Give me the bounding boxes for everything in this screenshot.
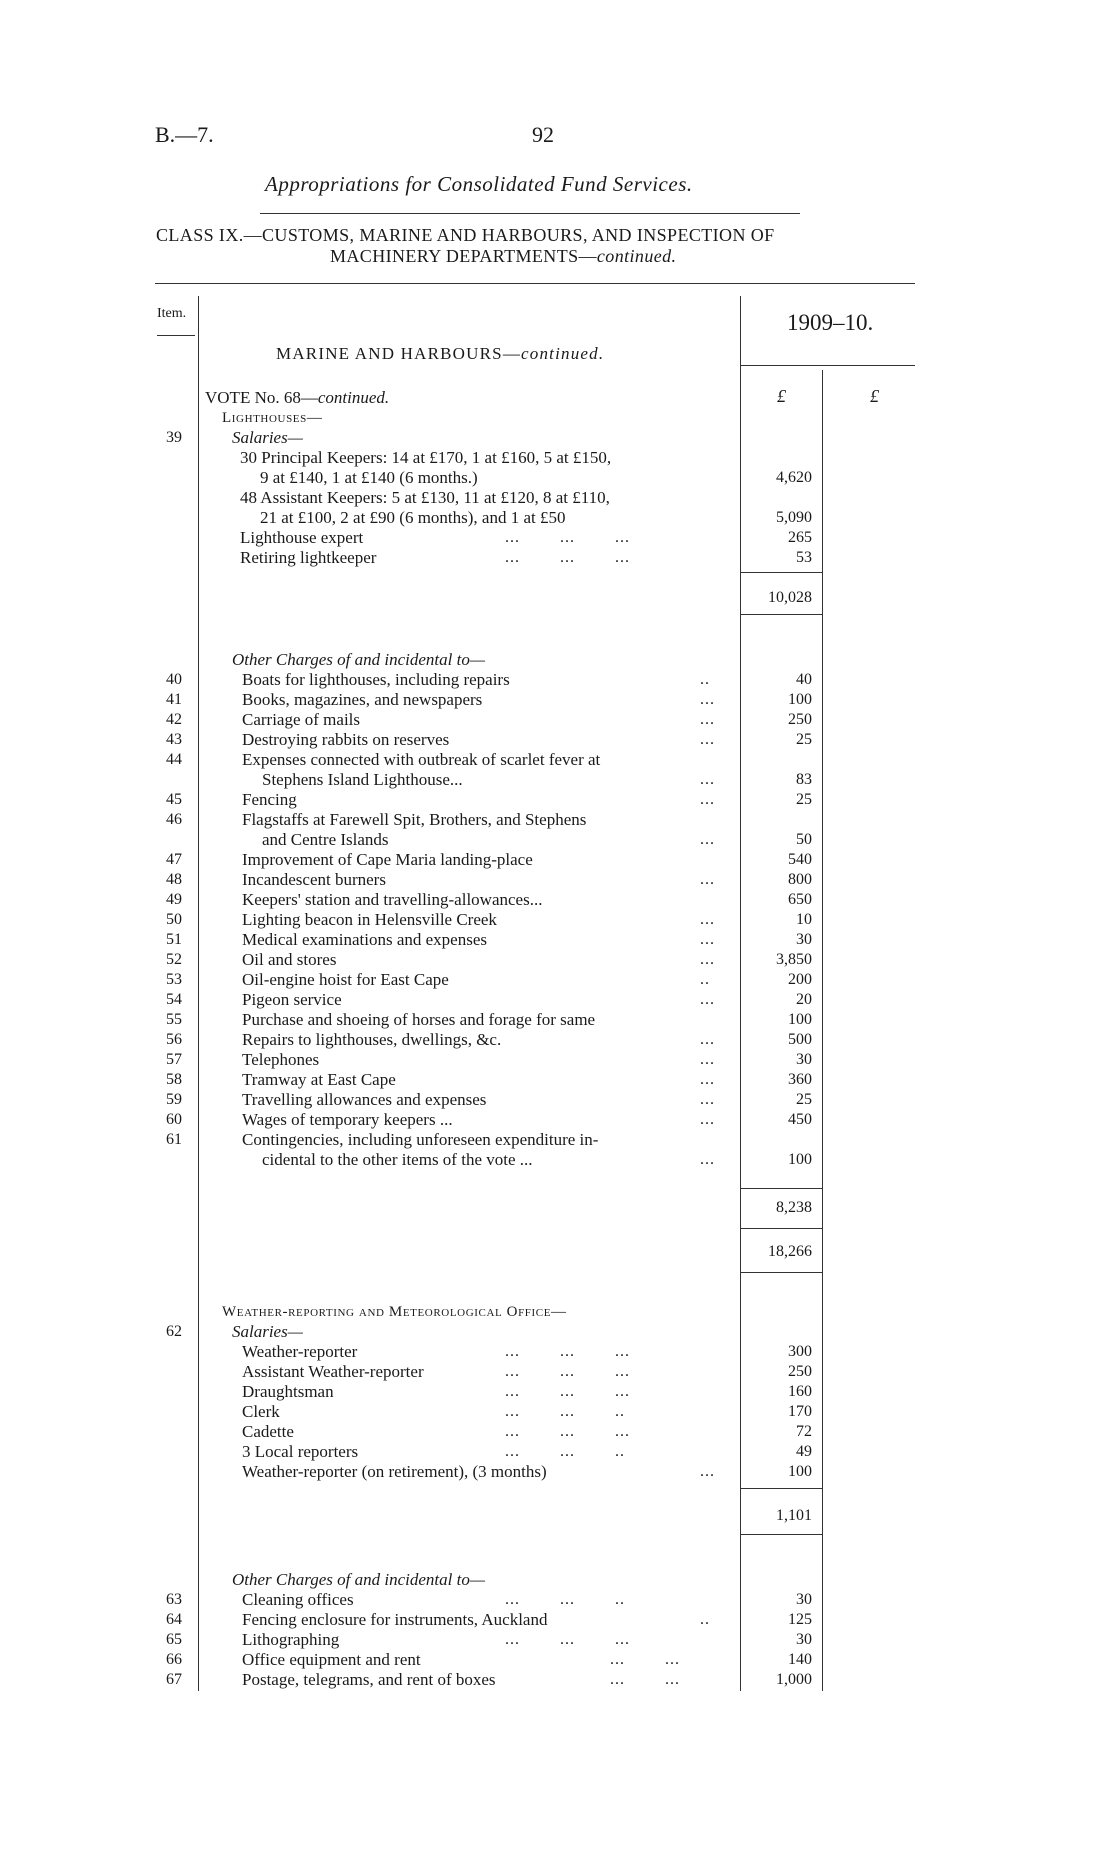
amount: 500 xyxy=(788,1031,812,1048)
salary-label: Weather-reporter xyxy=(242,1342,358,1361)
amount: 49 xyxy=(796,1443,812,1460)
amount: 140 xyxy=(788,1651,812,1668)
amount: 450 xyxy=(788,1111,812,1128)
total-amount: 18,266 xyxy=(768,1243,812,1260)
charge-label: Postage, telegrams, and rent of boxes xyxy=(242,1670,496,1689)
amount: 50 xyxy=(796,831,812,848)
item-number: 66 xyxy=(166,1651,182,1668)
item-number: 50 xyxy=(166,911,182,928)
table-top-rule xyxy=(155,283,915,284)
item-number: 44 xyxy=(166,751,182,768)
amount: 100 xyxy=(788,1151,812,1168)
leader-dots: ... xyxy=(700,951,715,968)
charge-label: Flagstaffs at Farewell Spit, Brothers, and Stephens xyxy=(242,810,587,829)
item-number: 42 xyxy=(166,711,182,728)
leader-dots: ... ... ... xyxy=(505,1631,630,1648)
item-number: 43 xyxy=(166,731,182,748)
amount: 25 xyxy=(796,1091,812,1108)
amount: 30 xyxy=(796,1591,812,1608)
charge-label: Incandescent burners xyxy=(242,870,386,889)
subtotal-rule xyxy=(740,614,822,615)
salary-label: Assistant Weather-reporter xyxy=(242,1362,424,1381)
subtotal-amount: 8,238 xyxy=(776,1199,812,1216)
charge-label: Keepers' station and travelling-allowances... xyxy=(242,890,543,909)
subtotal-rule xyxy=(740,1534,822,1535)
charge-label: Fencing enclosure for instruments, Auckland xyxy=(242,1610,548,1629)
item-number: 63 xyxy=(166,1591,182,1608)
charge-label: Expenses connected with outbreak of scarlet fever at xyxy=(242,750,601,769)
item-number: 64 xyxy=(166,1611,182,1628)
item-number: 54 xyxy=(166,991,182,1008)
charge-label: Destroying rabbits on reserves xyxy=(242,730,450,749)
salary-label: Cadette xyxy=(242,1422,294,1441)
class-heading-line2: MACHINERY DEPARTMENTS—continued. xyxy=(330,246,677,266)
leader-dots: ... xyxy=(700,771,715,788)
leader-dots: ... xyxy=(700,931,715,948)
charge-label: Telephones xyxy=(242,1050,320,1069)
amount: 250 xyxy=(788,711,812,728)
amount-column-mid-rule xyxy=(822,370,823,1691)
leader-dots: ... xyxy=(700,831,715,848)
item-number: 39 xyxy=(166,429,182,446)
charge-label-continuation: and Centre Islands xyxy=(262,830,389,849)
leader-dots: .. xyxy=(700,671,710,688)
leader-dots: ... xyxy=(700,1051,715,1068)
leader-dots: ... ... .. xyxy=(505,1403,625,1420)
item-number: 58 xyxy=(166,1071,182,1088)
charge-label: Lithographing xyxy=(242,1630,340,1649)
total-rule xyxy=(740,1272,822,1273)
subtotal-rule xyxy=(740,1488,822,1489)
charge-label: Pigeon service xyxy=(242,990,342,1009)
item-number: 67 xyxy=(166,1671,182,1688)
leader-dots: ... ... xyxy=(610,1651,680,1668)
item-number: 61 xyxy=(166,1131,182,1148)
amount: 160 xyxy=(788,1383,812,1400)
class-heading-line1: CLASS IX.—CUSTOMS, MARINE AND HARBOURS, AND INSPECTION OF xyxy=(156,225,775,245)
leader-dots: ... xyxy=(700,871,715,888)
amount: 1,000 xyxy=(776,1671,812,1688)
lighthouses-heading: Lighthouses— xyxy=(222,410,323,426)
amount: 83 xyxy=(796,771,812,788)
charge-label: Repairs to lighthouses, dwellings, &c. xyxy=(242,1030,502,1049)
page-title: Appropriations for Consolidated Fund Services. xyxy=(265,172,693,196)
amount: 360 xyxy=(788,1071,812,1088)
salary-line: 9 at £140, 1 at £140 (6 months.) xyxy=(260,468,478,487)
item-number: 48 xyxy=(166,871,182,888)
leader-dots: ... ... ... xyxy=(505,529,630,546)
amount: 53 xyxy=(796,549,812,566)
item-number: 60 xyxy=(166,1111,182,1128)
charge-label: Tramway at East Cape xyxy=(242,1070,396,1089)
amount: 25 xyxy=(796,791,812,808)
leader-dots: .. xyxy=(700,971,710,988)
item-number: 53 xyxy=(166,971,182,988)
item-number: 56 xyxy=(166,1031,182,1048)
amount: 265 xyxy=(788,529,812,546)
salary-label: Weather-reporter (on retirement), (3 months) xyxy=(242,1462,547,1481)
salary-line: Retiring lightkeeper xyxy=(240,548,377,567)
item-number: 59 xyxy=(166,1091,182,1108)
year-column-header: 1909–10. xyxy=(787,310,874,335)
charge-label: Cleaning offices xyxy=(242,1590,354,1609)
salary-line: 48 Assistant Keepers: 5 at £130, 11 at £120, 8 at £110, xyxy=(240,488,610,507)
amount: 4,620 xyxy=(776,469,812,486)
charge-label-continuation: Stephens Island Lighthouse... xyxy=(262,770,463,789)
leader-dots: ... xyxy=(700,691,715,708)
page-number: 92 xyxy=(532,122,554,147)
section-title: MARINE AND HARBOURS—continued. xyxy=(276,344,605,363)
salary-line: 30 Principal Keepers: 14 at £170, 1 at £160, 5 at £150, xyxy=(240,448,612,467)
charge-label: Contingencies, including unforeseen expenditure in- xyxy=(242,1130,599,1149)
salary-label: Clerk xyxy=(242,1402,280,1421)
pound-column-2-header: £ xyxy=(870,386,879,406)
other-charges-heading: Other Charges of and incidental to— xyxy=(232,650,485,669)
amount: 650 xyxy=(788,891,812,908)
leader-dots: ... xyxy=(700,791,715,808)
leader-dots: ... xyxy=(700,1071,715,1088)
leader-dots: ... xyxy=(700,911,715,928)
amount: 200 xyxy=(788,971,812,988)
leader-dots: ... ... .. xyxy=(505,1591,625,1608)
amount: 3,850 xyxy=(776,951,812,968)
charge-label: Oil-engine hoist for East Cape xyxy=(242,970,449,989)
salary-label: Draughtsman xyxy=(242,1382,334,1401)
charge-label: Wages of temporary keepers ... xyxy=(242,1110,453,1129)
amount: 170 xyxy=(788,1403,812,1420)
pound-column-1-header: £ xyxy=(777,386,786,406)
amount: 72 xyxy=(796,1423,812,1440)
item-number: 52 xyxy=(166,951,182,968)
leader-dots: ... ... .. xyxy=(505,1443,625,1460)
amount: 10 xyxy=(796,911,812,928)
charge-label: Books, magazines, and newspapers xyxy=(242,690,483,709)
amount: 800 xyxy=(788,871,812,888)
amount: 25 xyxy=(796,731,812,748)
amount: 30 xyxy=(796,1631,812,1648)
leader-dots: ... ... ... xyxy=(505,1423,630,1440)
charge-label: Travelling allowances and expenses xyxy=(242,1090,487,1109)
weather-salaries-heading: Salaries— xyxy=(232,1322,303,1341)
item-number: 62 xyxy=(166,1323,182,1340)
item-number: 57 xyxy=(166,1051,182,1068)
item-number: 45 xyxy=(166,791,182,808)
charge-label: Carriage of mails xyxy=(242,710,361,729)
item-number: 65 xyxy=(166,1631,182,1648)
item-number: 51 xyxy=(166,931,182,948)
subtotal-rule xyxy=(740,1228,822,1229)
leader-dots: .. xyxy=(700,1611,710,1628)
document-reference: B.—7. xyxy=(155,122,214,147)
charge-label: Boats for lighthouses, including repairs xyxy=(242,670,510,689)
amount: 100 xyxy=(788,691,812,708)
charge-label: Improvement of Cape Maria landing-place xyxy=(242,850,533,869)
salary-line: 21 at £100, 2 at £90 (6 months), and 1 at £50 xyxy=(260,508,566,527)
leader-dots: ... xyxy=(700,991,715,1008)
salary-label: 3 Local reporters xyxy=(242,1442,359,1461)
leader-dots: ... xyxy=(700,1091,715,1108)
item-column-header: Item. xyxy=(157,306,187,321)
leader-dots: ... xyxy=(700,711,715,728)
lighthouse-salaries-heading: Salaries— xyxy=(232,428,303,447)
charge-label: Office equipment and rent xyxy=(242,1650,421,1669)
item-number: 41 xyxy=(166,691,182,708)
item-number: 55 xyxy=(166,1011,182,1028)
item-number: 40 xyxy=(166,671,182,688)
leader-dots: ... ... xyxy=(610,1671,680,1688)
vote-heading: VOTE No. 68—continued. xyxy=(205,388,390,407)
salary-line: Lighthouse expert xyxy=(240,528,364,547)
subtotal-rule xyxy=(740,572,822,573)
weather-office-heading: Weather-reporting and Meteorological Office— xyxy=(222,1304,567,1320)
leader-dots: ... xyxy=(700,1111,715,1128)
amount: 300 xyxy=(788,1343,812,1360)
amount: 5,090 xyxy=(776,509,812,526)
charge-label: Purchase and shoeing of horses and forage for same xyxy=(242,1010,596,1029)
amount: 30 xyxy=(796,1051,812,1068)
leader-dots: ... xyxy=(700,1463,715,1480)
item-head-rule xyxy=(157,335,195,336)
subtotal-amount: 1,101 xyxy=(776,1507,812,1524)
leader-dots: ... ... ... xyxy=(505,1363,630,1380)
subtotal-amount: 10,028 xyxy=(768,589,812,606)
amount: 100 xyxy=(788,1011,812,1028)
amount: 540 xyxy=(788,851,812,868)
amount: 250 xyxy=(788,1363,812,1380)
charge-label: Oil and stores xyxy=(242,950,337,969)
other-charges-heading: Other Charges of and incidental to— xyxy=(232,1570,485,1589)
leader-dots: ... ... ... xyxy=(505,1343,630,1360)
item-number: 49 xyxy=(166,891,182,908)
leader-dots: ... xyxy=(700,1031,715,1048)
item-number: 46 xyxy=(166,811,182,828)
title-rule xyxy=(260,213,800,214)
leader-dots: ... xyxy=(700,731,715,748)
charge-label: Lighting beacon in Helensville Creek xyxy=(242,910,497,929)
charge-label-continuation: cidental to the other items of the vote ... xyxy=(262,1150,533,1169)
amount: 30 xyxy=(796,931,812,948)
leader-dots: ... ... ... xyxy=(505,1383,630,1400)
amount: 40 xyxy=(796,671,812,688)
year-head-rule xyxy=(740,365,915,366)
amount: 100 xyxy=(788,1463,812,1480)
item-number: 47 xyxy=(166,851,182,868)
amount: 20 xyxy=(796,991,812,1008)
amount: 125 xyxy=(788,1611,812,1628)
leader-dots: ... xyxy=(700,1151,715,1168)
item-column-rule xyxy=(198,296,199,1691)
subtotal-rule xyxy=(740,1188,822,1189)
charge-label: Fencing xyxy=(242,790,297,809)
charge-label: Medical examinations and expenses xyxy=(242,930,488,949)
leader-dots: ... ... ... xyxy=(505,549,630,566)
